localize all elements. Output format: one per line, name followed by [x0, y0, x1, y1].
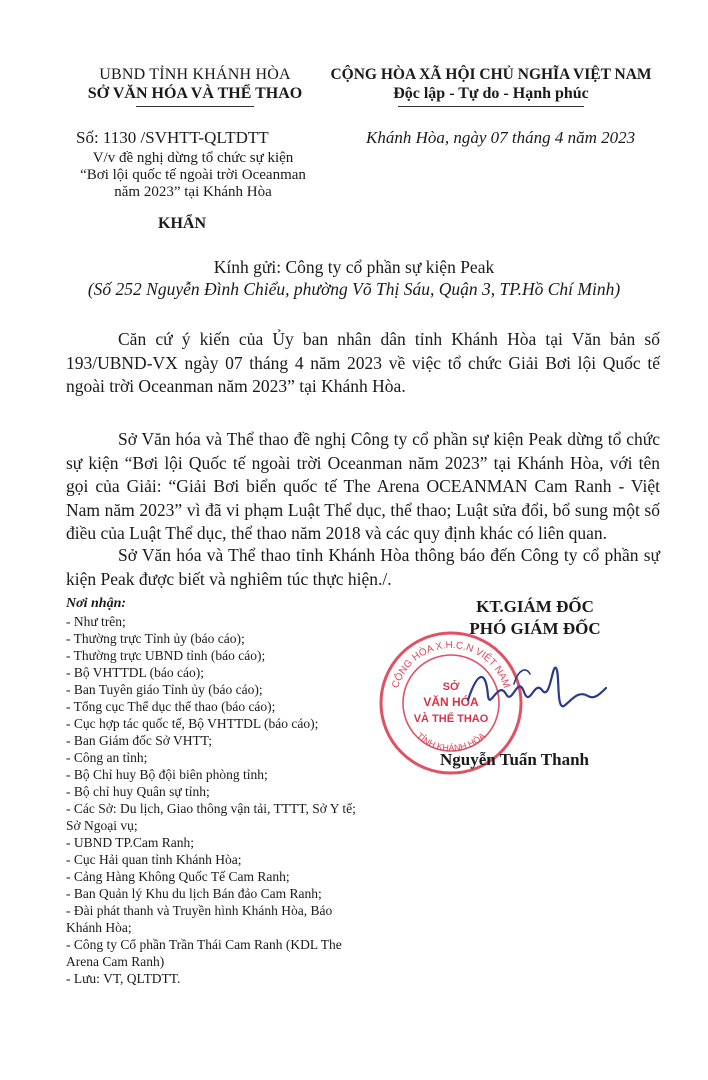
seal-center-line: SỞ [442, 681, 460, 693]
recipients-items [66, 613, 366, 987]
recipient-item: - Đài phát thanh và Truyền hình Khánh Hòa, Báo Khánh Hòa; [66, 903, 333, 935]
recipient-item: - Như trên; [66, 614, 126, 629]
signer-title: KT.GIÁM ĐỐC [476, 597, 594, 616]
motto-underline [398, 106, 584, 107]
national-title: CỘNG HÒA XÃ HỘI CHỦ NGHĨA VIỆT NAM [330, 66, 652, 83]
agency-name: SỞ VĂN HÓA VÀ THỂ THAO [87, 85, 303, 102]
addressee: Kính gửi: Công ty cổ phần sự kiện Peak [213, 257, 495, 277]
paragraph-text: Sở Văn hóa và Thể thao đề nghị Công ty cổ phần sự kiện Peak dừng tổ chức sự kiện “Bơi lội Quốc tế ngoài trời Oceanman năm 2023” tại Khánh Hòa, với tên gọi của Giải: “Giải Bơi biển quốc tế The Arena OCEANMAN Cam Ranh - Việt Nam năm 2023” vì đã vi phạm Luật Thể dục, thể thao; Luật sửa đổi, bổ sung một số điều của Luật Thể dục, thể thao năm 2018 và các quy định khác có liên quan. [66, 429, 660, 543]
recipient-item: - Cảng Hàng Không Quốc Tế Cam Ranh; [66, 869, 290, 884]
recipient-item: - Công ty Cổ phần Trần Thái Cam Ranh (KDL The Arena Cam Ranh) [66, 937, 342, 969]
document-number: Số: 1130 /SVHTT-QLTDTT [76, 128, 269, 147]
seal-center-line: VĂN HÓA [423, 695, 479, 709]
recipient-item: - Ban Quản lý Khu du lịch Bán đảo Cam Ranh; [66, 886, 322, 901]
recipient-item: - Cục hợp tác quốc tế, Bộ VHTTDL (báo cáo); [66, 716, 319, 731]
recipient-item: - Lưu: VT, QLTDTT. [66, 971, 181, 986]
recipient-item: - Bộ VHTTDL (báo cáo); [66, 665, 204, 680]
signer-name: Nguyễn Tuấn Thanh [440, 750, 590, 769]
recipient-item: - Cục Hải quan tỉnh Khánh Hòa; [66, 852, 242, 867]
signer-position: PHÓ GIÁM ĐỐC [469, 619, 601, 638]
recipient-item: - UBND TP.Cam Ranh; [66, 835, 195, 850]
paragraph-text: Căn cứ ý kiến của Ủy ban nhân dân tỉnh Khánh Hòa tại Văn bản số 193/UBND-VX ngày 07 tháng 4 năm 2023 về việc tổ chức Giải Bơi lội Quốc tế ngoài trời Oceanman năm 2023” tại Khánh Hòa. [66, 329, 660, 396]
paragraph-text: Sở Văn hóa và Thể thao tỉnh Khánh Hòa thông báo đến Công ty cổ phần sự kiện Peak được biết và nghiêm túc thực hiện./. [66, 545, 660, 589]
recipients-list [66, 595, 366, 987]
agency-underline [136, 106, 254, 107]
subject-line: V/v đề nghị dừng tổ chức sự kiện [92, 150, 294, 166]
national-heading-block [326, 66, 656, 107]
issuing-agency-block [70, 66, 320, 107]
recipient-item: - Thường trực UBND tỉnh (báo cáo); [66, 648, 266, 663]
urgency-label: KHẨN [158, 215, 206, 232]
recipient-item: - Bộ chỉ huy Quân sự tỉnh; [66, 784, 210, 799]
addressee-address: (Số 252 Nguyễn Đình Chiểu, phường Võ Thị Sáu, Quận 3, TP.Hồ Chí Minh) [87, 279, 621, 299]
recipient-item: - Tổng cục Thể dục thể thao (báo cáo); [66, 699, 276, 714]
seal-bottom-text: TỈNH KHÁNH HÒA [414, 730, 488, 753]
subject-line: năm 2023” tại Khánh Hòa [114, 184, 272, 200]
recipient-item: - Công an tỉnh; [66, 750, 148, 765]
recipients-title: Nơi nhận: [66, 596, 127, 611]
subject-line: “Bơi lội quốc tế ngoài trời Oceanman [80, 167, 306, 183]
body-paragraph [66, 544, 660, 591]
parent-agency: UBND TỈNH KHÁNH HÒA [99, 66, 291, 83]
document-subject [58, 150, 328, 201]
document-date: Khánh Hòa, ngày 07 tháng 4 năm 2023 [366, 128, 636, 147]
recipient-item: - Bộ Chỉ huy Bộ đội biên phòng tỉnh; [66, 767, 268, 782]
national-motto: Độc lập - Tự do - Hạnh phúc [393, 85, 589, 102]
seal-ring-text: CỘNG HÒA X.H.C.N VIỆT NAM [390, 639, 512, 690]
recipient-item: - Ban Tuyên giáo Tỉnh ủy (báo cáo); [66, 682, 263, 697]
body-paragraph [66, 328, 660, 399]
seal-center-line: VÀ THỂ THAO [413, 713, 489, 725]
recipient-item: - Thường trực Tỉnh ủy (báo cáo); [66, 631, 245, 646]
recipient-item: - Các Sở: Du lịch, Giao thông vận tải, TTTT, Sở Y tế; Sở Ngoại vụ; [66, 801, 356, 833]
body-paragraph [66, 428, 660, 546]
handwritten-signature [460, 650, 610, 730]
recipient-item: - Ban Giám đốc Sở VHTT; [66, 733, 213, 748]
